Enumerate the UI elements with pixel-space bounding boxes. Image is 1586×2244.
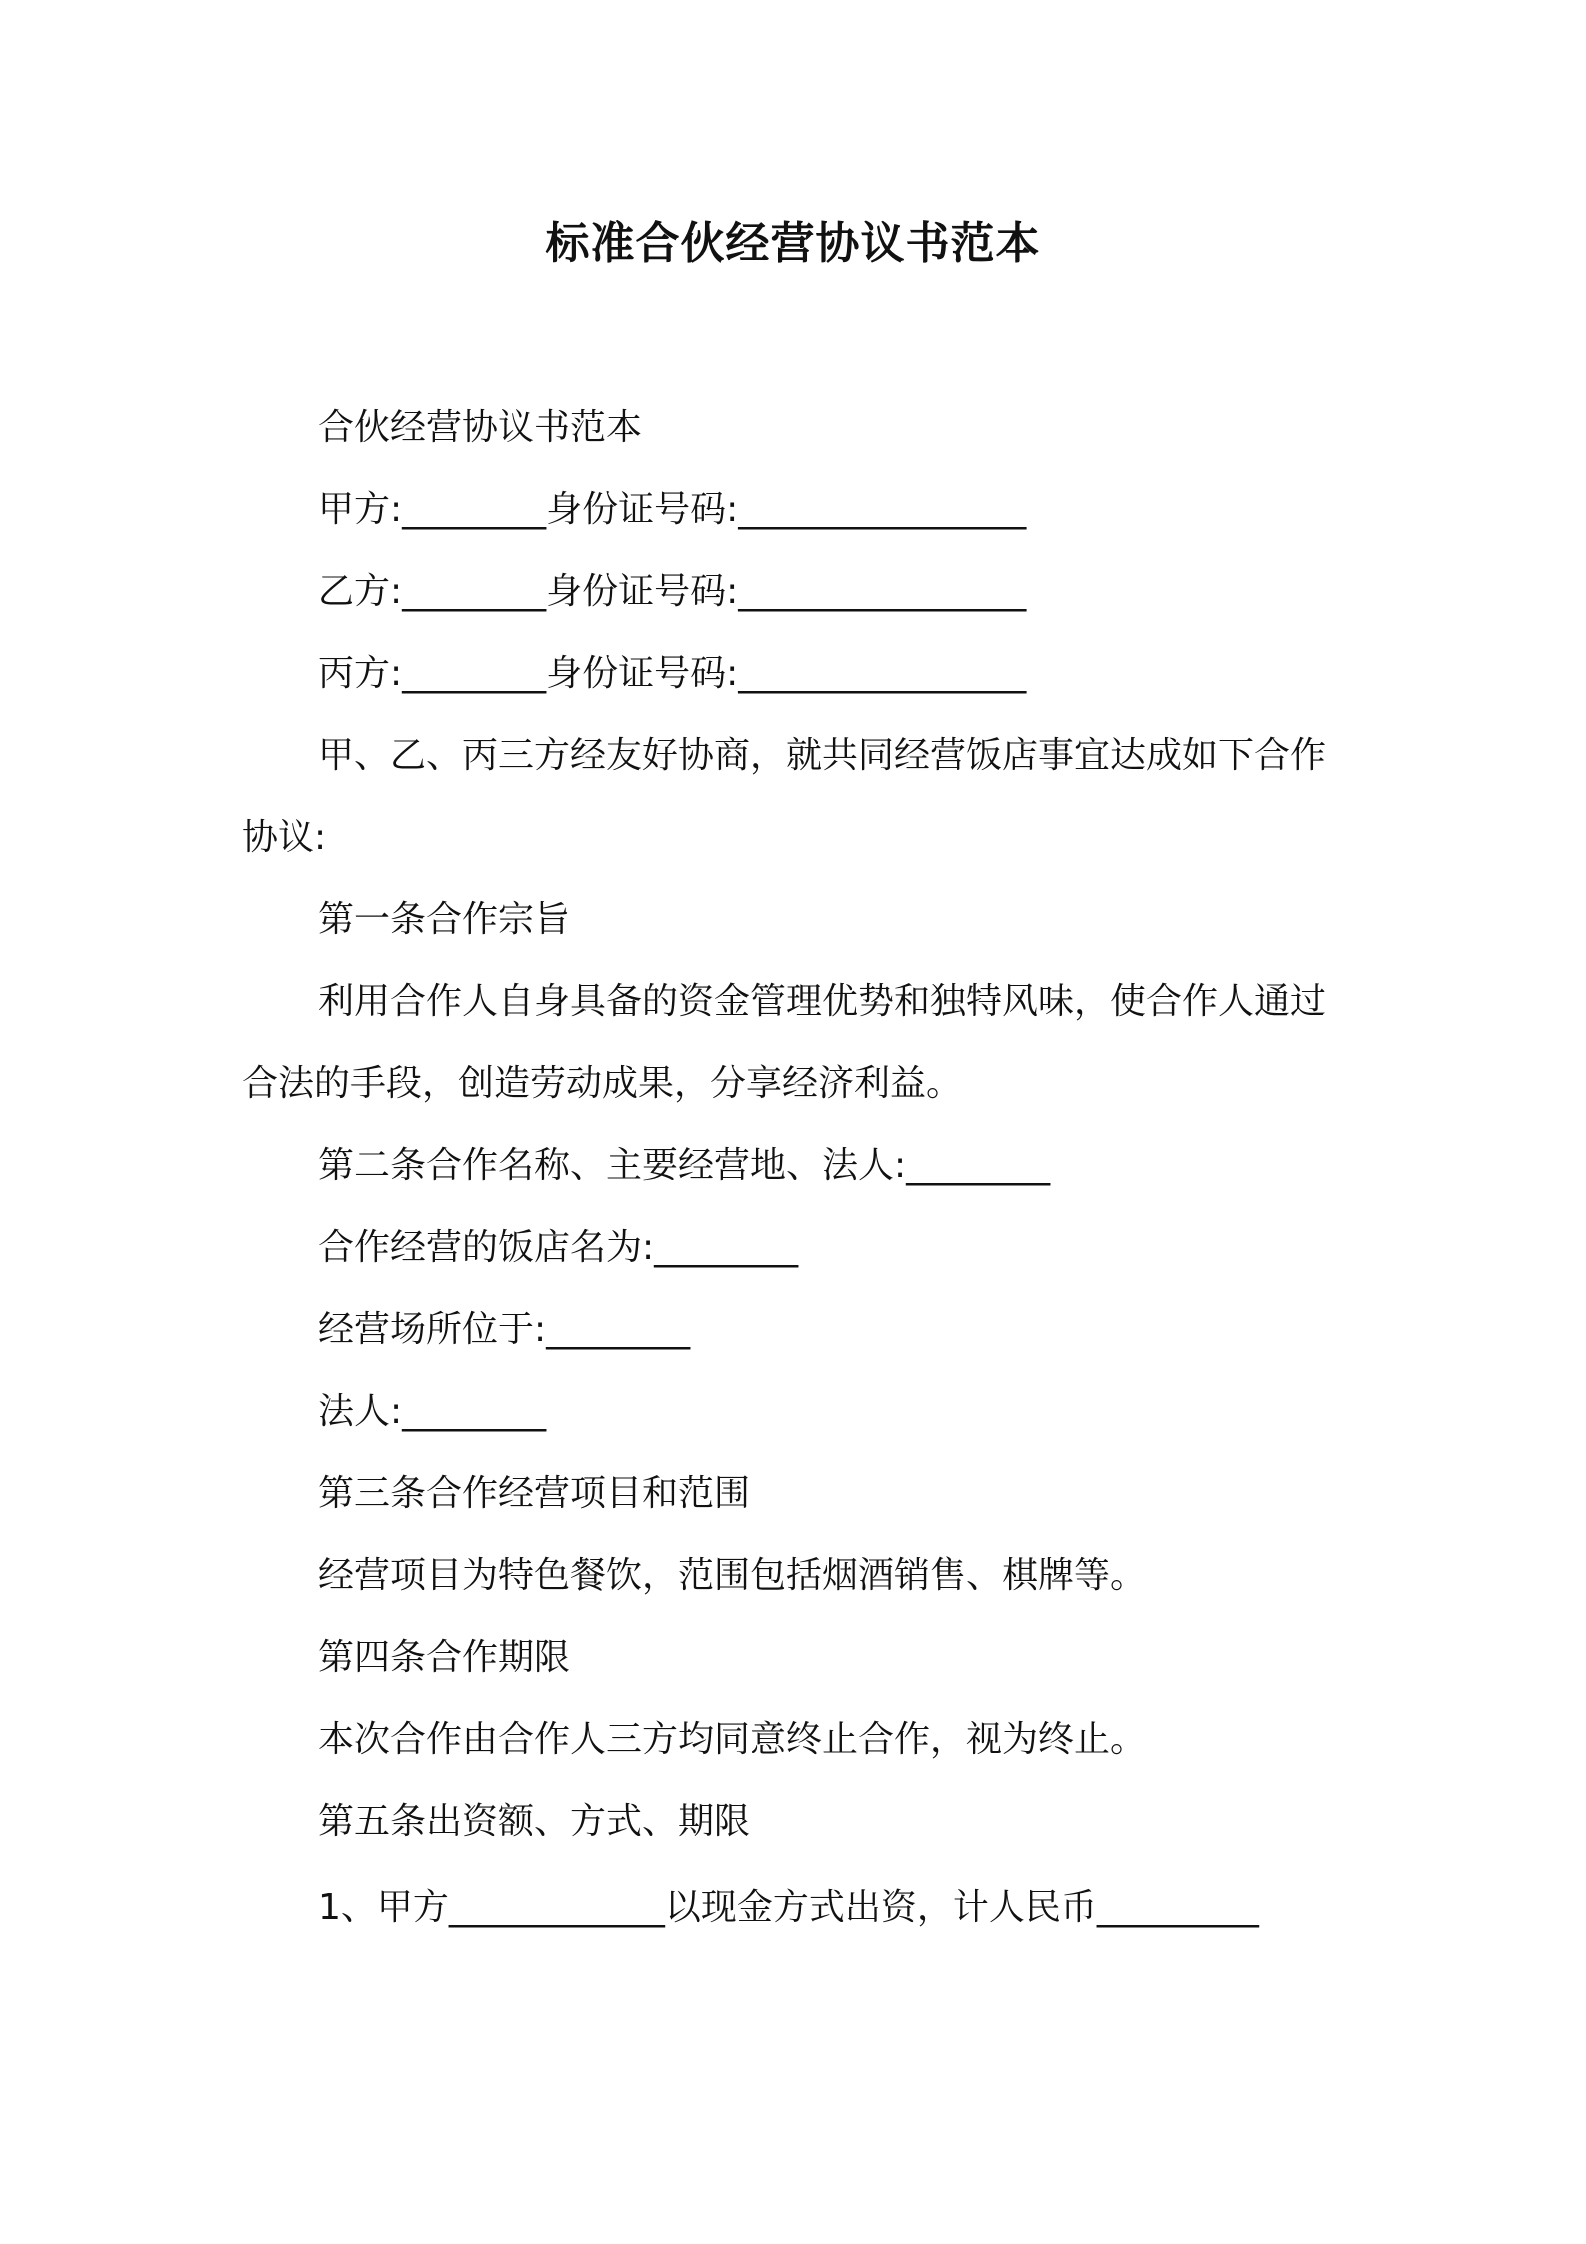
paragraph-article-1-line2: 合法的手段，创造劳动成果，分享经济利益。 [242,1063,963,1104]
document-body [242,400,1364,1936]
paragraph-subtitle: 合伙经营协议书范本 [318,407,643,448]
paragraph-restaurant-name: 合作经营的饭店名为:________ [318,1227,799,1268]
paragraph-article-5-heading: 第五条出资额、方式、期限 [318,1801,751,1842]
paragraph-article-1-heading: 第一条合作宗旨 [318,899,571,940]
paragraph-article-1-line1: 利用合作人自身具备的资金管理优势和独特风味，使合作人通过 [318,981,1327,1022]
paragraph-party-b: 乙方:________身份证号码:________________ [318,571,1027,612]
document-title: 标准合伙经营协议书范本 [545,218,1041,269]
paragraph-party-c: 丙方:________身份证号码:________________ [318,653,1027,694]
paragraph-article-3-heading: 第三条合作经营项目和范围 [318,1473,751,1514]
paragraph-intro-line2: 协议: [242,817,327,858]
paragraph-article-2-heading: 第二条合作名称、主要经营地、法人:________ [318,1145,1051,1186]
paragraph-article-3-body: 经营项目为特色餐饮，范围包括烟酒销售、棋牌等。 [318,1555,1147,1596]
paragraph-intro-line1: 甲、乙、丙三方经友好协商，就共同经营饭店事宜达成如下合作 [318,735,1327,776]
paragraph-article-5-item-1: 1、甲方____________以现金方式出资，计人民币_________ [318,1887,1259,1928]
paragraph-article-4-heading: 第四条合作期限 [318,1637,571,1678]
paragraph-business-location: 经营场所位于:________ [318,1309,691,1350]
paragraph-legal-person: 法人:________ [318,1391,547,1432]
paragraph-article-4-body: 本次合作由合作人三方均同意终止合作，视为终止。 [318,1719,1147,1760]
paragraph-party-a: 甲方:________身份证号码:________________ [318,489,1027,530]
